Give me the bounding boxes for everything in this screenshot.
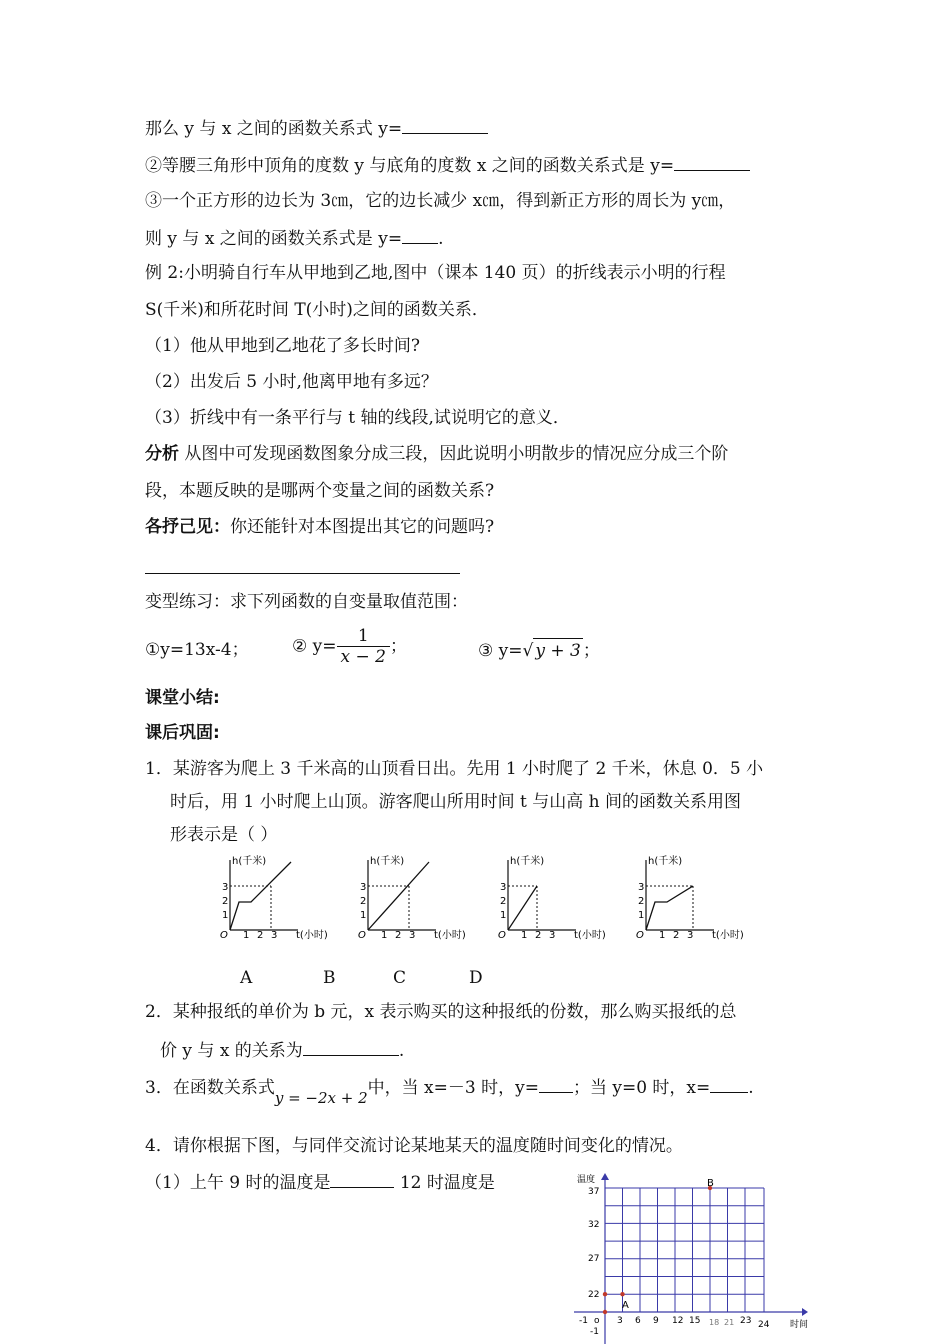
y-tick: 2 (222, 896, 229, 907)
x-axis-label: t(小时) (296, 930, 328, 941)
option-graphs (210, 852, 770, 944)
blank[interactable] (710, 1075, 748, 1093)
option-c[interactable]: C (393, 968, 407, 988)
problem-4-question-1: （1）上午 9 时的温度是 12 时温度是 (145, 1170, 495, 1195)
x-tick: 3 (271, 930, 278, 941)
y-tick: 27 (588, 1254, 600, 1264)
problem-1-line2: 时后，用 1 小时爬上山顶。游客爬山所用时间 t 与山高 h 间的函数关系用图 (170, 792, 742, 812)
y-tick: 2 (500, 896, 507, 907)
y-axis-label: h(千米) (232, 856, 267, 867)
y-tick: 2 (360, 896, 367, 907)
line-4: 则 y 与 x 之间的函数关系式是 y= . (145, 226, 443, 251)
x-axis-label: t(小时) (712, 930, 744, 941)
x-tick: 1 (243, 930, 250, 941)
option-a[interactable]: A (240, 968, 253, 988)
x-tick: 9 (653, 1316, 659, 1326)
class-summary: 课堂小结: (145, 688, 220, 708)
x-tick: 2 (257, 930, 264, 941)
temperature-chart (570, 1168, 820, 1344)
x-axis-label: t(小时) (434, 930, 466, 941)
graph-line (646, 886, 693, 930)
y-axis-title: 温度 (577, 1175, 596, 1185)
graph-a[interactable] (220, 854, 328, 941)
y-tick: 37 (588, 1187, 600, 1197)
point-a-label: A (622, 1300, 629, 1311)
x-arrow (802, 1308, 808, 1316)
graph-line (230, 862, 291, 930)
origin-label: O (498, 930, 506, 941)
origin-label: O (636, 930, 644, 941)
blank[interactable] (303, 1038, 399, 1056)
graph-b[interactable] (358, 854, 466, 941)
y-tick: 2 (638, 896, 645, 907)
y-tick: 3 (360, 882, 367, 893)
question-2: （2）出发后 5 小时,他离甲地有多远？ (145, 372, 438, 392)
x-tick: 15 (689, 1316, 701, 1326)
point-marker (603, 1310, 607, 1314)
question-1: （1）他从甲地到乙地花了多长时间? (145, 336, 420, 356)
blank[interactable] (674, 153, 750, 171)
option-d[interactable]: D (469, 968, 483, 988)
x-tick: 2 (673, 930, 680, 941)
problem-1-line1: 1．某游客为爬上 3 千米高的山顶看日出。先用 1 小时爬了 2 千米，休息 0．5 小 (145, 759, 764, 779)
point-b-label: B (707, 1178, 714, 1189)
problem-2-line2: 价 y 与 x 的关系为 . (160, 1038, 404, 1063)
x-tick: o (594, 1316, 600, 1326)
point-marker (603, 1292, 607, 1296)
graph-c[interactable] (498, 854, 606, 941)
x-tick: 12 (672, 1316, 684, 1326)
problem-2-line1: 2．某种报纸的单价为 b 元，x 表示购买的这种报纸的份数，那么购买报纸的总 (145, 1002, 737, 1022)
y-tick: 1 (222, 910, 229, 921)
origin-label: O (220, 930, 228, 941)
opinion-label: 各抒己见： (145, 517, 230, 537)
analysis-label: 分析 (145, 444, 179, 464)
y-axis-label: h(千米) (370, 856, 405, 867)
x-tick: 2 (535, 930, 542, 941)
y-axis-label: h(千米) (510, 856, 545, 867)
y-tick: 1 (500, 910, 507, 921)
x-tick: 23 (740, 1316, 752, 1326)
y-tick: 22 (588, 1290, 600, 1300)
opinion-line: 各抒己见：你还能针对本图提出其它的问题吗? (145, 517, 495, 537)
x-tick: 2 (395, 930, 402, 941)
formula-1: ①y=13x-4； (145, 640, 249, 660)
x-tick: 1 (521, 930, 528, 941)
x-axis-label: t(小时) (574, 930, 606, 941)
x-tick: 24 (758, 1320, 770, 1330)
problem-4: 4．请你根据下图，与同伴交流讨论某地某天的温度随时间变化的情况。 (145, 1136, 683, 1156)
blank[interactable] (330, 1170, 394, 1188)
line-2: ②等腰三角形中顶角的度数 y 与底角的度数 x 之间的函数关系式是 y= (145, 153, 750, 178)
variant-practice: 变型练习：求下列函数的自变量取值范围： (145, 592, 468, 612)
graph-line (508, 886, 537, 930)
formula-3: ③ y=√ y + 3 ； (478, 638, 600, 663)
x-tick: 3 (549, 930, 556, 941)
x-tick: -1 (579, 1316, 588, 1326)
x-axis-title: 时间 (790, 1320, 809, 1330)
problem-1-line3: 形表示是（ ） (170, 825, 278, 845)
x-tick: 3 (617, 1316, 623, 1326)
y-arrow (601, 1173, 609, 1180)
blank[interactable] (402, 226, 438, 244)
x-tick: 18 (709, 1318, 720, 1327)
x-tick: 1 (659, 930, 666, 941)
x-tick: 6 (635, 1316, 641, 1326)
y-tick: 1 (360, 910, 367, 921)
option-b[interactable]: B (323, 968, 336, 988)
y-tick: 32 (588, 1220, 600, 1230)
x-tick: 1 (381, 930, 388, 941)
line-1: 那么 y 与 x 之间的函数关系式 y= (145, 116, 488, 141)
x-tick: 3 (409, 930, 416, 941)
formula: y = −2x + 2 (274, 1089, 368, 1107)
blank[interactable] (539, 1075, 573, 1093)
y-tick: 3 (638, 882, 645, 893)
blank[interactable] (402, 116, 488, 134)
point-a-marker (620, 1292, 624, 1296)
graph-line (368, 862, 429, 930)
answer-line[interactable] (145, 573, 460, 574)
example-2-line2: S(千米)和所花时间 T(小时)之间的函数关系． (145, 300, 489, 320)
y-tick: 3 (500, 882, 507, 893)
y-axis-label: h(千米) (648, 856, 683, 867)
example-2-line1: 例 2:小明骑自行车从甲地到乙地,图中（课本 140 页）的折线表示小明的行程 (145, 263, 726, 283)
y-tick: 1 (638, 910, 645, 921)
analysis-line1: 分析 从图中可发现函数图象分成三段，因此说明小明散步的情况应分成三个阶 (145, 444, 729, 464)
graph-d[interactable] (636, 854, 744, 941)
after-class-consolidation: 课后巩固: (145, 723, 220, 743)
x-tick: 3 (687, 930, 694, 941)
problem-3: 3．在函数关系式y = −2x + 2中，当 x=－3 时，y= ；当 y=0 时，x= . (145, 1075, 754, 1110)
x-tick: 21 (724, 1318, 735, 1327)
formula-2: ② y= $\frac{1}{x - 2}$ ； (292, 626, 407, 667)
line-3: ③一个正方形的边长为 3㎝，它的边长减少 x㎝，得到新正方形的周长为 y㎝， (145, 191, 736, 211)
analysis-line2: 段，本题反映的是哪两个变量之间的函数关系? (145, 481, 495, 501)
origin-label: O (358, 930, 366, 941)
question-3: （3）折线中有一条平行与 t 轴的线段,试说明它的意义． (145, 408, 570, 428)
y-tick: -1 (590, 1327, 599, 1337)
y-tick: 3 (222, 882, 229, 893)
